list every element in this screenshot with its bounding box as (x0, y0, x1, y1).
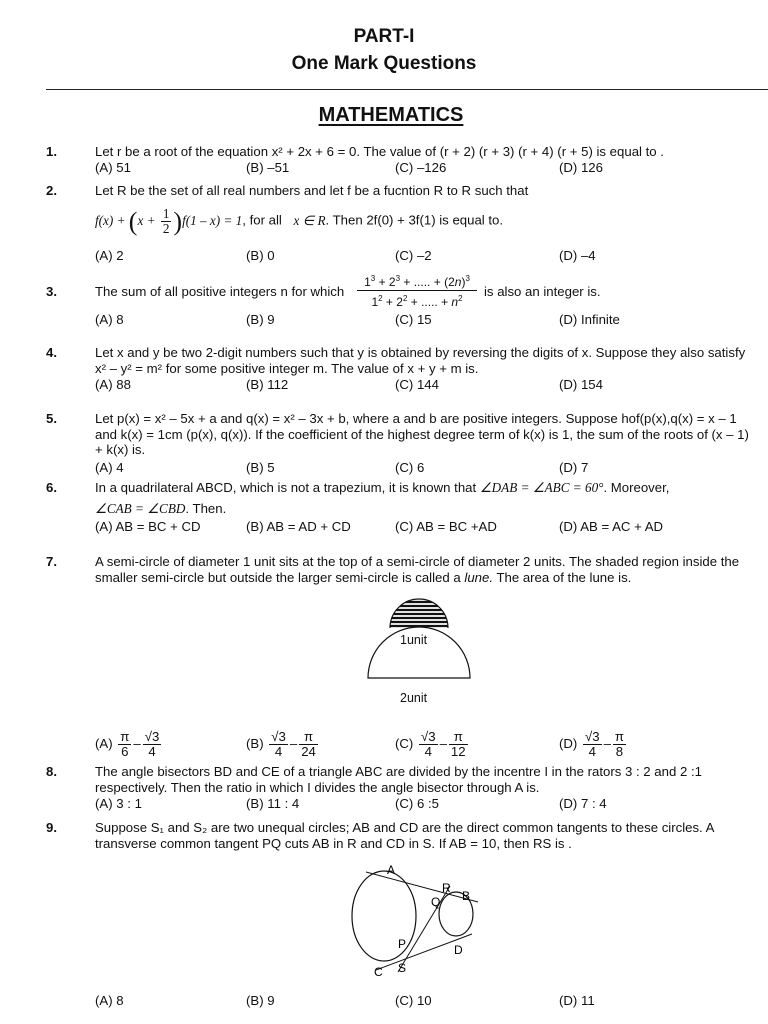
formula-f-expression: f(x) + (x + $\frac{1}{2}$ )f(1 – x) = 1 (95, 206, 243, 236)
header-divider (46, 89, 768, 90)
large-diameter-label: 2unit (400, 691, 428, 705)
label-b: B (462, 889, 471, 903)
label-c: C (374, 965, 383, 979)
tangent-pq (398, 886, 450, 972)
option-b: (B) 0 (246, 248, 275, 263)
option-b: (B) 5 (246, 460, 275, 475)
option-d: (D) 11 (559, 993, 595, 1008)
circle-s1 (352, 871, 416, 961)
question-text-tail: is also an integer is. (484, 284, 601, 299)
question-number: 8. (46, 764, 57, 779)
option-c: (C) 6 :5 (395, 796, 439, 811)
question-number: 9. (46, 820, 57, 835)
sum-fraction: $1^3 + 2^3$ + ..... + $(2n)^3$ $1^2 + 2^2$ + ..... + $n^2$ (357, 271, 477, 310)
option-d: (D) Infinite (559, 312, 620, 327)
section-subtitle: One Mark Questions (291, 53, 477, 74)
question-number: 5. (46, 411, 57, 426)
option-c: (C) 6 (395, 460, 425, 475)
option-a: (A) 2 (95, 248, 124, 263)
question-number: 7. (46, 554, 57, 569)
subject-heading: MATHEMATICS (318, 104, 464, 126)
question-text: Let x and y be two 2-digit numbers such that y is obtained by reversing the digits of x. Suppose they also satisfy x² – y² = m² for some positive integer m. The value of x + y + m is. (95, 345, 746, 376)
option-label: (B) (246, 735, 264, 751)
option-label: (A) (95, 735, 113, 751)
formula-after: . Then 2f(0) + 3f(1) is equal to. (325, 212, 504, 228)
question-text-italic: lune. (464, 569, 493, 585)
option-d: (D) $\frac{√3}{4}$ – $\frac{\pi}{8}$ (559, 729, 625, 759)
option-b: (B) –51 (246, 160, 290, 175)
label-s: S (398, 961, 407, 975)
option-d: (D) AB = AC + AD (559, 519, 664, 534)
tangent-circles-figure (346, 860, 486, 980)
option-c: (C) 144 (395, 377, 439, 392)
option-c: (C) AB = BC +AD (395, 519, 497, 534)
question-text: The angle bisectors BD and CE of a triangle ABC are divided by the incentre I in the rators 3 : 2 and 2 :1 respectively. Then the ratio in which I divides the angle bisector through A is. (95, 764, 702, 795)
option-b: (B) AB = AD + CD (246, 519, 351, 534)
option-a: (A) 8 (95, 312, 124, 327)
option-d: (D) 126 (559, 160, 603, 175)
part-heading: PART-I (353, 26, 415, 47)
option-c: (C) $\frac{√3}{4}$ – $\frac{\pi}{12}$ (395, 729, 466, 759)
option-a: (A) 4 (95, 460, 124, 475)
option-b: (B) 9 (246, 312, 275, 327)
option-c: (C) 15 (395, 312, 432, 327)
option-b: (B) 9 (246, 993, 275, 1008)
formula-tail: , for all (242, 212, 282, 228)
question-text-mid: . Moreover, (603, 480, 670, 495)
option-d: (D) 7 (559, 460, 589, 475)
option-d: (D) 154 (559, 377, 603, 392)
question-number: 6. (46, 480, 57, 495)
option-label: (D) (559, 735, 578, 751)
question-text-end: . Then. (185, 501, 227, 516)
angle-equation-2: ∠CAB = ∠CBD (95, 501, 186, 516)
option-d: (D) 7 : 4 (559, 796, 607, 811)
question-number: 3. (46, 284, 57, 299)
small-diameter-label: 1unit (400, 633, 428, 647)
option-c: (C) –2 (395, 248, 432, 263)
question-text: Let r be a root of the equation x² + 2x + 6 = 0. The value of (r + 2) (r + 3) (r + 4) (r + 5) is equal to . (95, 144, 664, 159)
formula-2 (0, 207, 768, 241)
question-text: A semi-circle of diameter 1 unit sits at the top of a semi-circle of diameter 2 units. The shaded region inside the smaller semi-circle but outside the larger semi-circle is called a (95, 554, 740, 585)
option-b: (B) $\frac{√3}{4}$ – $\frac{\pi}{24}$ (246, 729, 316, 759)
question-text-end: The area of the lune is. (496, 569, 632, 585)
option-label: (C) (395, 735, 414, 751)
option-a: (A) 3 : 1 (95, 796, 142, 811)
options-7 (0, 722, 768, 760)
lune-shading (360, 596, 480, 636)
label-a: A (387, 863, 396, 877)
angle-equation: ∠DAB = ∠ABC = 60° (479, 480, 604, 495)
option-c: (C) 10 (395, 993, 432, 1008)
lune-figure (360, 596, 480, 710)
question-number: 4. (46, 345, 57, 360)
label-r: R (442, 881, 451, 895)
option-a: (A) 8 (95, 993, 124, 1008)
option-a: (A) $\frac{\pi}{6}$ – $\frac{√3}{4}$ (95, 729, 160, 759)
label-d: D (454, 943, 463, 957)
question-text: The sum of all positive integers n for which (95, 284, 345, 299)
question-number: 1. (46, 144, 57, 159)
question-text: Let p(x) = x² – 5x + a and q(x) = x² – 3x + b, where a and b are positive integers. Suppose hof(p(x),q(x) = x – 1 and k(x) = 1cm (p(x), q(x)). If the coefficient of the highest degree term of k(x) is 1, the sum of the roots of (x – 1) + k(x) is. (95, 411, 749, 457)
option-b: (B) 112 (246, 377, 289, 392)
label-q: Q (431, 895, 441, 909)
option-b: (B) 11 : 4 (246, 796, 300, 811)
question-text: In a quadrilateral ABCD, which is not a trapezium, it is known that (95, 480, 477, 495)
question-number: 2. (46, 183, 57, 198)
option-d: (D) –4 (559, 248, 596, 263)
label-p: P (398, 937, 407, 951)
option-c: (C) –126 (395, 160, 447, 175)
formula-set: x ∈ R (293, 212, 326, 228)
option-a: (A) 51 (95, 160, 131, 175)
option-a: (A) 88 (95, 377, 131, 392)
question-text: Suppose S₁ and S₂ are two unequal circles; AB and CD are the direct common tangents to these circles. A transverse common tangent PQ cuts AB in R and CD in S. If AB = 10, then RS is . (95, 820, 714, 851)
question-text: Let R be the set of all real numbers and let f be a fucntion R to R such that (95, 183, 529, 198)
option-a: (A) AB = BC + CD (95, 519, 201, 534)
